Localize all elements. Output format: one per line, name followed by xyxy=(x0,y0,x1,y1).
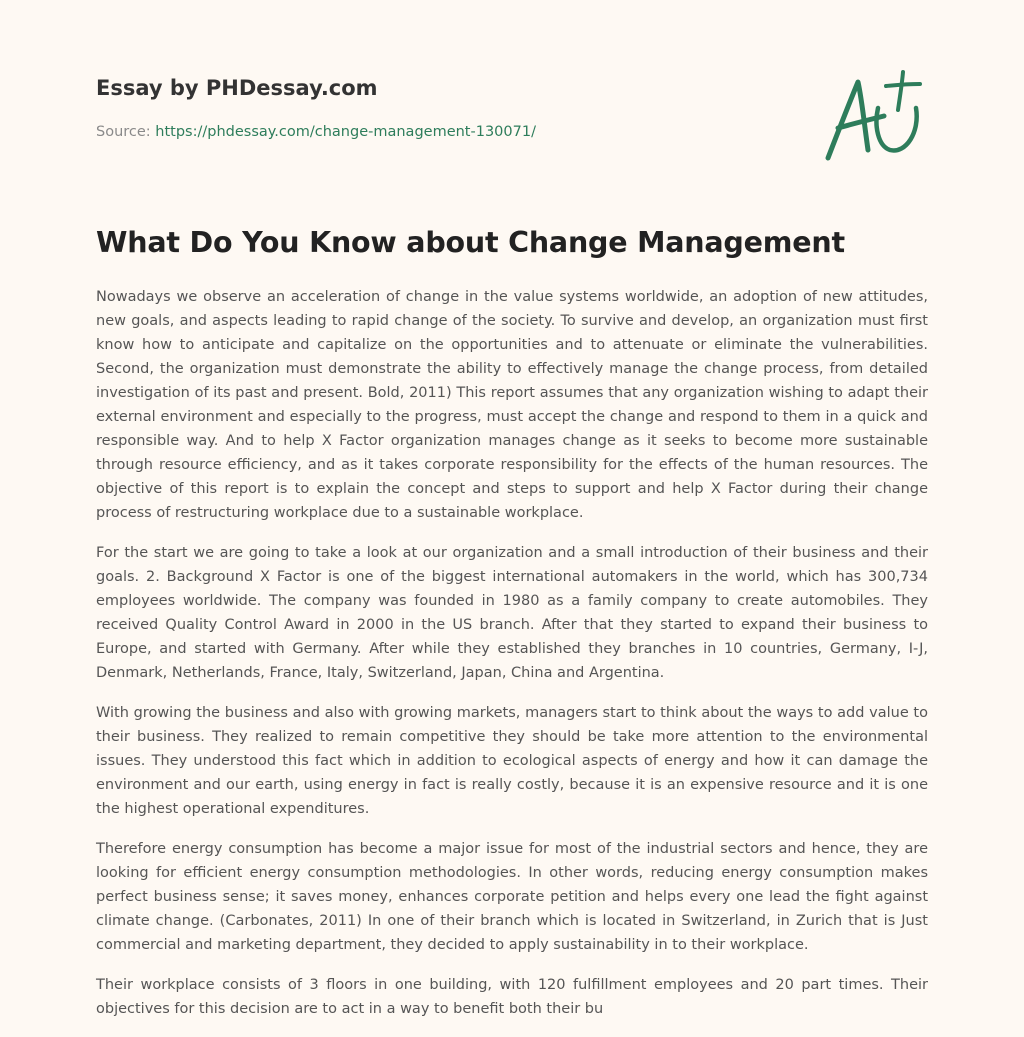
site-brand: Essay by PHDessay.com xyxy=(96,76,378,100)
a-plus-icon xyxy=(824,66,928,166)
source-link[interactable]: https://phdessay.com/change-management-130071/ xyxy=(155,124,536,140)
paragraph: For the start we are going to take a look at our organization and a small introduction of their business and their goals. 2. Background X Factor is one of the biggest international automakers in the world, which has 300,734 employees worldwide. The company was founded in 1980 as a family company to create automobiles. They received Quality Control Award in 2000 in the US branch. After that they started to expand their business to Europe, and started with Germany. After while they established they branches in 10 countries, Germany, I-J, Denmark, Netherlands, France, Italy, Switzerland, Japan, China and Argentina. xyxy=(96,545,928,681)
essay-body xyxy=(96,285,928,1037)
paragraph: With growing the business and also with growing markets, managers start to think about the ways to add value to their business. They realized to remain competitive they should be take more attention to the environmental issues. They understood this fact which in addition to ecological aspects of energy and how it can damage the environment and our earth, using energy in fact is really costly, because it is an expensive resource and it is one the highest operational expenditures. xyxy=(96,705,928,817)
paragraph: Nowadays we observe an acceleration of change in the value systems worldwide, an adoption of new attitudes, new goals, and aspects leading to rapid change of the society. To survive and develop, an organization must first know how to anticipate and capitalize on the opportunities and to attenuate or eliminate the vulnerabilities. Second, the organization must demonstrate the ability to effectively manage the change process, from detailed investigation of its past and present. Bold, 2011) This report assumes that any organization wishing to adapt their external environment and especially to the progress, must accept the change and respond to them in a quick and responsible way. And to help X Factor organization manages change as it seeks to become more sustainable through resource efficiency, and as it takes corporate responsibility for the effects of the human resources. The objective of this report is to explain the concept and steps to support and help X Factor during their change process of restructuring workplace due to a sustainable workplace. xyxy=(96,289,928,521)
source-line xyxy=(96,124,536,140)
paragraph: Therefore energy consumption has become a major issue for most of the industrial sectors and hence, they are looking for efficient energy consumption methodologies. In other words, reducing energy consumption makes perfect business sense; it saves money, enhances corporate petition and helps every one lead the fight against climate change. (Carbonates, 2011) In one of their branch which is located in Switzerland, in Zurich that is Just commercial and marketing department, they decided to apply sustainability in to their workplace. xyxy=(96,841,928,953)
essay-title: What Do You Know about Change Management xyxy=(96,226,845,259)
paragraph: Their workplace consists of 3 floors in one building, with 120 fulfillment employees and 20 part times. Their objectives for this decision are to act in a way to benefit both their bu xyxy=(96,977,928,1017)
source-label: Source: xyxy=(96,124,151,140)
